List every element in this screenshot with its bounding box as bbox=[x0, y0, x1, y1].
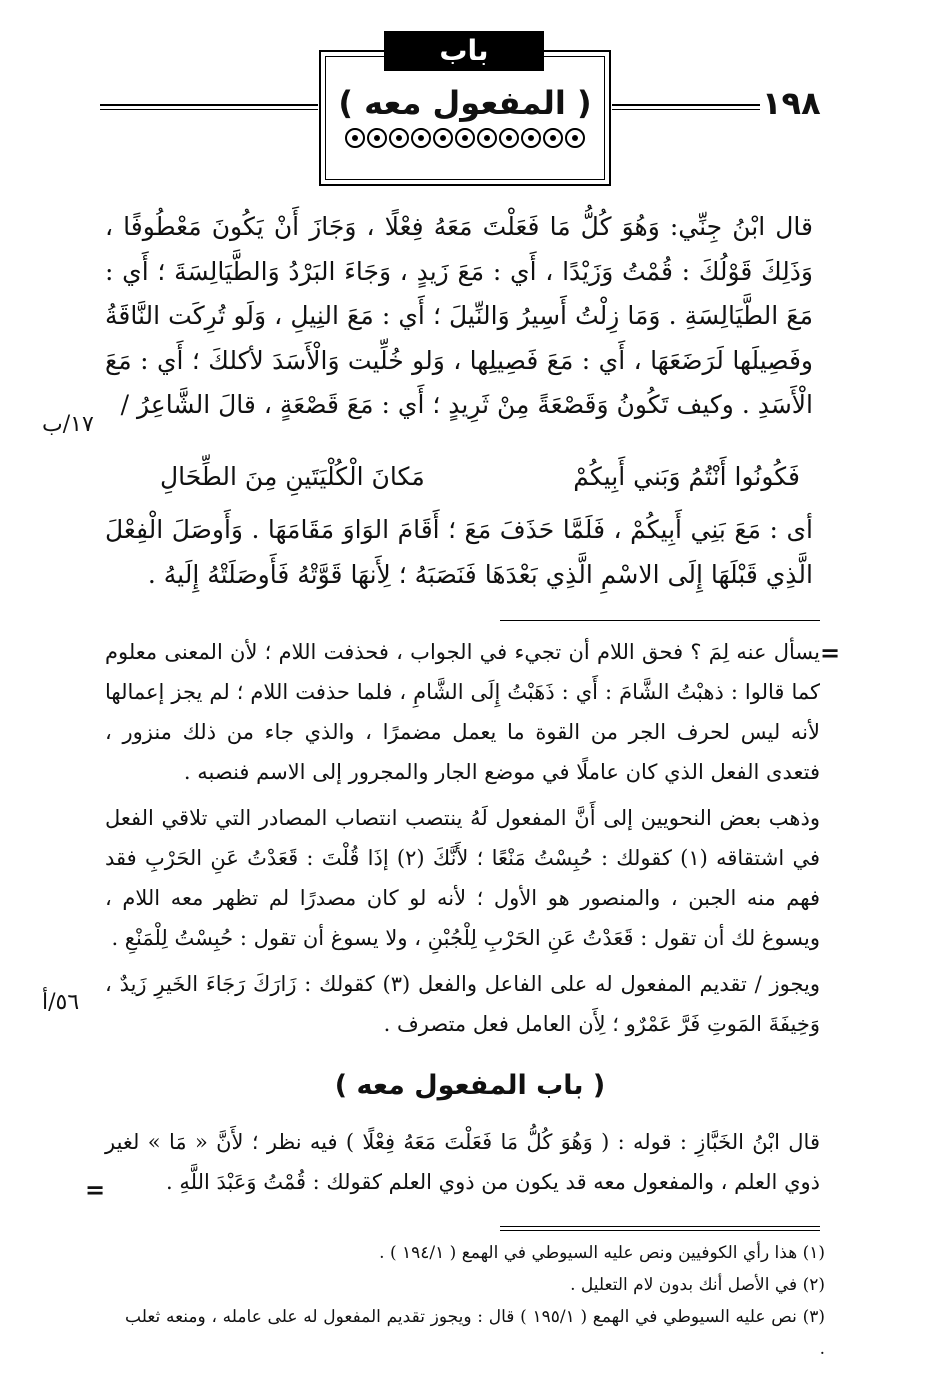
main-paragraph-2: أى : مَعَ بَنِي أَبِيكُمْ ، فَلَمَّا حَذَفَ مَعَ ؛ أَقَامَ الوَاوَ مَقَامَهَا . وَأَوصَلَ الْفِعْلَ الَّذِي قَبْلَهَا إِلَى الاسْمِ الَّذِي بَعْدَهَا فَنَصَبَهُ ؛ لِأَنهَا قَوَّتْهُ فَأَوصَلَتْهُ إِلَيهُ . bbox=[105, 515, 813, 589]
ornament-icon bbox=[433, 128, 453, 148]
verse-first-hemistich: فَكُونُوا أَنْتُمُ وَبَني أَبِيكُمْ bbox=[573, 462, 800, 491]
ornament-icon bbox=[411, 128, 431, 148]
ornament-icon bbox=[367, 128, 387, 148]
main-paragraph-1: قال ابْنُ جِنِّي: وَهُوَ كُلُّ مَا فَعَلْتَ مَعَهُ فِعْلًا ، وَجَازَ أَنْ يَكُونَ مَعْطُوفًا ، وَذَلِكَ قَوْلُكَ : قُمْتُ وَزَيْدًا ، أَي : مَعَ زَيدٍ ، وَجَاءَ البَرْدُ وَالطَّيَالِسَةَ ؛ أَي : مَعَ الطَّيَالِسَةِ . وَمَا زِلْتُ أَسِيرُ وَالنِّيلَ ؛ أَي : مَعَ النِيلِ ، وَلَو تُرِكَت النَّاقَةُ وفَصِيلَها لَرَضَعَهَا ، أَي : مَعَ فَصِيلِها ، وَلو خُلِّيت وَالْأَسَدَ لأكلكَ ؛ أَي : مَعَ الْأَسَدِ . وكيف تَكُونُ وَقَصْعَةً مِنْ ثَرِيدٍ ؛ أَي : مَعَ قَصْعَةٍ ، قالَ الشَّاعِرُ / bbox=[105, 212, 813, 419]
commentary-text bbox=[105, 632, 820, 1050]
section-heading: ( باب المفعول معه ) bbox=[334, 1070, 606, 1101]
commentary-paragraph-4: قال ابْنُ الخَبَّازِ : قوله : ( وَهُوَ كُلُّ مَا فَعَلْتَ مَعَهُ فِعْلًا ) فيه نظر ؛ لأَنَّ « مَا » لغير ذوي العلم ، والمفعول معه قد يكون من ذوي العلم كقولك : قُمْتُ وَعَبْدَ اللَّهِ . bbox=[105, 1130, 820, 1194]
side-note-56a: ٥٦/أ bbox=[42, 990, 80, 1015]
ornament-icon bbox=[499, 128, 519, 148]
footnotes bbox=[125, 1237, 825, 1365]
ornament-icon bbox=[477, 128, 497, 148]
ornament-icon bbox=[521, 128, 541, 148]
side-note-17b: ١٧/ب bbox=[42, 412, 94, 437]
main-text bbox=[105, 205, 813, 428]
page-number: ١٩٨ bbox=[762, 84, 821, 122]
commentary-paragraph-3: ويجوز / تقديم المفعول له على الفاعل والفعل (٣) كقولك : زَارَكَ رَجَاءَ الخَيرِ زَيدٌ ، وَخِيفَةَ المَوتِ فَرَّ عَمْرٌو ؛ لِأَن العامل فعل متصرف . bbox=[105, 972, 820, 1036]
header-rule-left-thin bbox=[100, 109, 318, 110]
poetry-verse bbox=[160, 462, 800, 491]
commentary-text-2 bbox=[105, 1122, 820, 1208]
footnote-divider bbox=[500, 1226, 820, 1227]
ornament-icon bbox=[389, 128, 409, 148]
main-text-continued bbox=[105, 508, 813, 597]
ornament-icon bbox=[565, 128, 585, 148]
ornament-icon bbox=[455, 128, 475, 148]
header-rule-right-thin bbox=[612, 109, 760, 110]
continuation-mark-top: = bbox=[820, 638, 841, 667]
chapter-title: ( المفعول معه ) bbox=[338, 84, 592, 122]
header-rule-left bbox=[100, 104, 318, 106]
footnote-2: (٢) في الأصل أنك بدون لام التعليل . bbox=[570, 1275, 825, 1295]
continuation-mark-bottom: = bbox=[85, 1175, 106, 1204]
commentary-paragraph-2: وذهب بعض النحويين إلى أَنَّ المفعول لَهُ ينتصب انتصاب المصادر التي تلاقي الفعل في اشتقاقه (١) كقولك : حُبِسْتُ مَنْعًا ؛ لأَنَّكَ (٢) إذَا قُلْتَ : قَعَدْتُ عَنِ الحَرْبِ فقد فهم منه الجبن ، والمنصور هو الأول ؛ لأنه لو كان مصدرًا لم تظهر معه اللام ، ويسوغ لك أن تقول : قَعَدْتُ عَنِ الحَرْبِ لِلْجُبْنِ ، ولا يسوغ أن تقول : حُبِسْتُ لِلْمَنْعِ . bbox=[105, 806, 820, 950]
ornament-icon bbox=[543, 128, 563, 148]
ornament-icon bbox=[345, 128, 365, 148]
commentary-paragraph-1: يسأل عنه لِمَ ؟ فحق اللام أن تجيء في الجواب ، فحذفت اللام ؛ لأن المعنى معلوم كما قالوا : ذهبْتُ الشَّامَ : أَي : ذَهَبْتُ إِلَى الشَّامِ ، فلما حذفت اللام ؛ لم يجز إعمالها لأنه ليس لحرف الجر من القوة ما يعمل مضمرًا ، والذي جاء من ذلك منزور ، فتعدى الفعل الذي كان عاملًا في موضع الجار والمجرور إلى الاسم فنصبه . bbox=[105, 640, 820, 784]
footnote-3: (٣) نص عليه السيوطي في الهمع ( ١٩٥/١ ) قال : ويجوز تقديم المفعول له على عامله ، ومنعه ثعلب . bbox=[125, 1307, 825, 1359]
verse-second-hemistich: مَكانَ الْكُلْيَتَينِ مِنَ الطِّحَالِ bbox=[160, 462, 425, 491]
bab-label: باب bbox=[384, 31, 544, 71]
ornament-row bbox=[340, 128, 590, 156]
footnote-1: (١) هذا رأي الكوفيين ونص عليه السيوطي في الهمع ( ١٩٤/١ ) . bbox=[379, 1243, 825, 1263]
header-rule-right bbox=[612, 104, 760, 106]
footnote-divider-2 bbox=[500, 1230, 820, 1231]
commentary-divider bbox=[500, 620, 820, 621]
